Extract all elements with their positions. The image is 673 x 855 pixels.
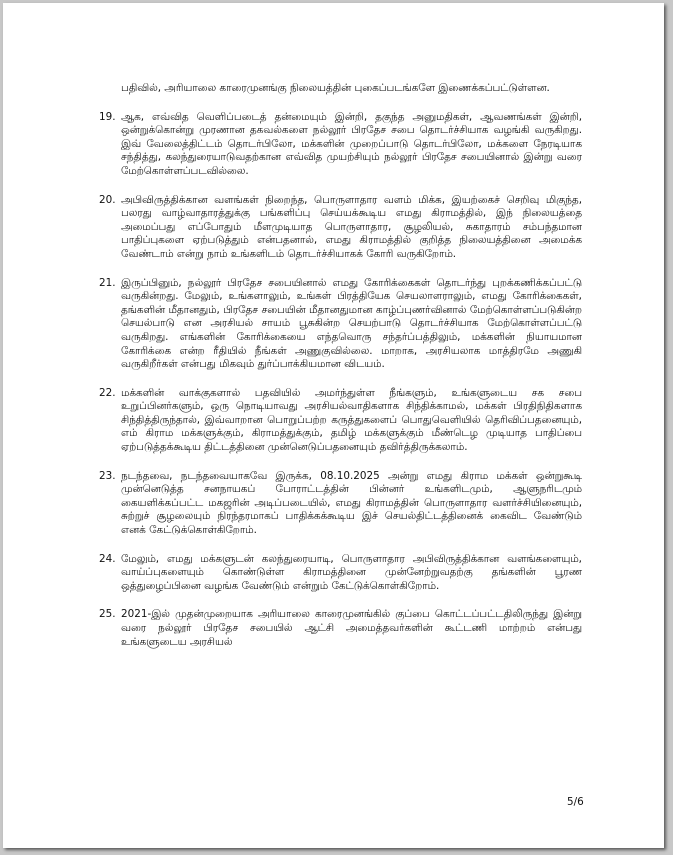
- paragraph-number: 19.: [99, 110, 116, 123]
- document-body: [99, 82, 582, 664]
- paragraph-24: [99, 552, 582, 594]
- paragraph-continuation: [121, 82, 582, 96]
- paragraph-number: 21.: [99, 276, 116, 289]
- paragraph-number: 23.: [99, 469, 116, 482]
- paragraph-text: ஆக, எவ்வித வெளிப்படைத் தன்மையும் இன்றி, தகுந்த அனுமதிகள், ஆவணங்கள் இன்றி, ஒன்றுக்கொன்று முரணான தகவல்களை நல்லூர் பிரதேச சபை தொடர்ச்சியாக வழங்கி வருகிறது. இவ் வேலைத்திட்டம் தொடர்பிலோ, மக்களின் முறைப்பாடு தொடர்பிலோ, மக்களை நேரடியாக சந்தித்து, கலந்துரையாடுவதற்கான எவ்வித முயற்சியும் நல்லூர் பிரதேச சபையினால் இன்று வரை மேற்கொள்ளப்படவில்லை.: [121, 110, 582, 177]
- paragraph-text: அபிவிருத்திக்கான வளங்கள் நிறைந்த, பொருளாதார வளம் மிக்க, இயற்கைச் செறிவு மிகுந்த, பலரது வாழ்வாதாரத்துக்கு பங்களிப்பு செய்யக்கூடிய எமது கிராமத்தில், இந் நிலையத்தை அமைப்பது எப்போதும் மீளமுடியாத பொருளாதார, சூழலியல், சுகாதாரம் சம்பந்தமான பாதிப்புகளை ஏற்படுத்தும் என்பதனால், எமது கிராமத்தில் குறித்த நிலையத்தினை அமைக்க வேண்டாம் என்று நாம் உங்களிடம் தொடர்ச்சியாகக் கோரி வருகிறோம்.: [121, 193, 582, 260]
- paragraph-number: 20.: [99, 193, 116, 206]
- paragraph-number: [99, 82, 121, 96]
- paragraph-number: 22.: [99, 386, 116, 399]
- paragraph-text: நடந்தவை, நடந்தவையாகவே இருக்க, 08.10.2025 அன்று எமது கிராம மக்கள் ஒன்றுகூடி முன்னெடுத்த சனநாயகப் போராட்டத்தின் பின்னர் உங்களிடமும், ஆளுநரிடமும் கையளிக்கப்பட்ட மகஜரின் அடிப்படையில், எமது கிராமத்தின் பொருளாதார வளர்ச்சியினையும், சுற்றுச் சூழலையும் நிரந்தரமாகப் பாதிக்கக்கூடிய இச் செயல்திட்டத்தினைக் கைவிட வேண்டும் எனக் கேட்டுக்கொள்கிறோம்.: [121, 469, 582, 537]
- paragraph-number: 25.: [99, 608, 116, 621]
- paragraph-25: [99, 608, 582, 649]
- page-number: 5/6: [567, 796, 584, 808]
- paragraph-number: 24.: [99, 552, 116, 565]
- paragraph-19: [99, 110, 582, 179]
- paragraph-text: 2021-இல் முதன்முறையாக அரியாலை காரைமுனங்கில் குப்பை கொட்டப்பட்டதிலிருந்து இன்று வரை நல்லூர் பிரதேச சபையில் ஆட்சி அமைத்தவர்களின் கூட்டணி மாற்றம் என்பது உங்களுடைய அரசியல்: [121, 608, 582, 648]
- paragraph-23: [99, 469, 582, 538]
- paragraph-text: இருப்பினும், நல்லூர் பிரதேச சபையினால் எமது கோரிக்கைகள் தொடர்ந்து புறக்கணிக்கப்பட்டு வருகின்றது. மேலும், உங்களாலும், உங்கள் பிரத்தியேக செயலாளராலும், எமது கோரிக்கைகள், தங்களின் மீதானதும், பிரதேச சபையின் மீதானதுமான காழ்ப்புணர்வினால் மேற்கொள்ளப்படுகின்ற செயல்பாடு என அரசியல் சாயம் பூசுகின்ற செயற்பாடு தொடர்ச்சியாக மேற்கொள்ளப்பட்டு வருகிறது. எங்களின் கோரிக்கையை எந்தவொரு சந்தர்ப்பத்திலும், மக்களின் நியாயமான கோரிக்கை என்ற ரீதியில் நீங்கள் அணுகுவில்லை. மாறாக, அரசியலாக மாத்திரமே அணுகி வருகிறீர்கள் என்பது மிகவும் துர்ப்பாக்கியமான விடயம்.: [121, 276, 582, 371]
- paragraph-text: பதிவில், அரியாலை காரைமுனங்கு நிலையத்தின் புகைப்படங்களே இணைக்கப்பட்டுள்ளன.: [121, 82, 550, 94]
- paragraph-22: [99, 386, 582, 455]
- paragraph-text: மக்களின் வாக்குகளால் பதவியில் அமர்ந்துள்ள நீங்களும், உங்களுடைய சக சபை உறுப்பினர்களும், ஒரு நொடியாவது அரசியல்வாதிகளாக சிந்திக்காமல், மக்கள் பிரதிநிதிகளாக சிந்தித்திருந்தால், இவ்வாறான பொறுப்பற்ற கருத்துகளைப் பொதுவெளியில் தெரிவிப்பதனையும், எம் கிராம மக்களுக்கும், கிராமத்துக்கும், தமிழ் மக்களுக்கும் மீண்டெழ முடியாத பாதிப்பை ஏற்படுத்தக்கூடிய திட்டத்தினை முன்னெடுப்பதனையும் தவிர்த்திருக்கலாம்.: [121, 386, 582, 454]
- document-page: [3, 3, 664, 848]
- paragraph-text: மேலும், எமது மக்களுடன் கலந்துரையாடி, பொருளாதார அபிவிருத்திக்கான வளங்களையும், வாய்ப்புகளையும் கொண்டுள்ள கிராமத்தினை முன்னேற்றுவதற்கு தங்களின் பூரண ஒத்துழைப்பினை வழங்க வேண்டும் என்றும் கேட்டுக்கொள்கிறோம்.: [121, 552, 582, 592]
- paragraph-20: [99, 193, 582, 262]
- paragraph-21: [99, 276, 582, 372]
